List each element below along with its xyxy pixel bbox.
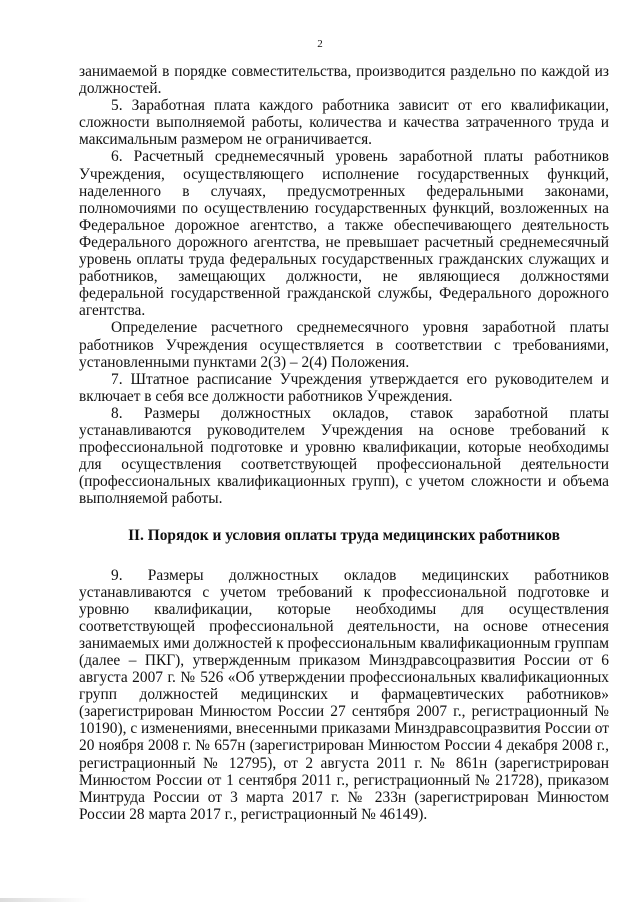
paragraph-7: 7. Штатное расписание Учреждения утверждается его руководителем и включает в себя все должности работников Учреждения. xyxy=(79,370,609,405)
paragraph-8: 8. Размеры должностных окладов, ставок заработной платы устанавливаются руководителем Учреждения на основе требований к профессиональной подготовке и уровню квалификации, которые необходимы для осуществления соответствующей профессиональной деятельности (профессиональных квалификационных групп), с учетом сложности и объема выполняемой работы. xyxy=(79,404,609,508)
scan-edge-mark xyxy=(0,898,90,902)
paragraph-continuation: занимаемой в порядке совместительства, производится раздельно по каждой из должностей. xyxy=(79,63,609,98)
section-heading: II. Порядок и условия оплаты труда медицинских работников xyxy=(128,527,560,545)
document-body xyxy=(79,63,609,823)
paragraph-5: 5. Заработная плата каждого работника зависит от его квалификации, сложности выполняемой работы, количества и качества затраченного труда и максимальным размером не ограничивается. xyxy=(79,97,609,149)
page-number: 2 xyxy=(317,38,323,50)
paragraph-9: 9. Размеры должностных окладов медицинских работников устанавливаются с учетом требований к профессиональной подготовке и уровню квалификации, которые необходимы для осуществления соответствующей профессиональной деятельности, на основе отнесения занимаемых ими должностей к профессиональным квалификационным группам (далее – ПКГ), утвержденным приказом Минздравсоцразвития России от 6 августа 2007 г. № 526 «Об утверждении профессиональных квалификационных групп должностей медицинских и фармацевтических работников» (зарегистрирован Минюстом России 27 сентября 2007 г., регистрационный № 10190), с изменениями, внесенными приказами Минздравсоцразвития России от 20 ноября 2008 г. № 657н (зарегистрирован Минюстом России 4 декабря 2008 г., регистрационный № 12795), от 2 августа 2011 г. № 861н (зарегистрирован Минюстом России от 1 сентября 2011 г., регистрационный № 21728), приказом Минтруда России от 3 марта 2017 г. № 233н (зарегистрирован Минюстом России 28 марта 2017 г., регистрационный № 46149). xyxy=(79,566,609,823)
paragraph-6-continued: Определение расчетного среднемесячного уровня заработной платы работников Учреждения осуществляется в соответствии с требованиями, установленными пунктами 2(3) – 2(4) Положения. xyxy=(79,319,609,371)
paragraph-6: 6. Расчетный среднемесячный уровень заработной платы работников Учреждения, осуществляющего исполнение государственных функций, наделенного в случаях, предусмотренных федеральными законами, полномочиями по осуществлению государственных функций, возложенных на Федеральное дорожное агентство, а также обеспечивающего деятельность Федерального дорожного агентства, не превышает расчетный среднемесячный уровень оплаты труда федеральных государственных гражданских служащих и работников, замещающих должности, не являющиеся должностями федеральной государственной гражданской службы, Федерального дорожного агентства. xyxy=(79,148,609,320)
